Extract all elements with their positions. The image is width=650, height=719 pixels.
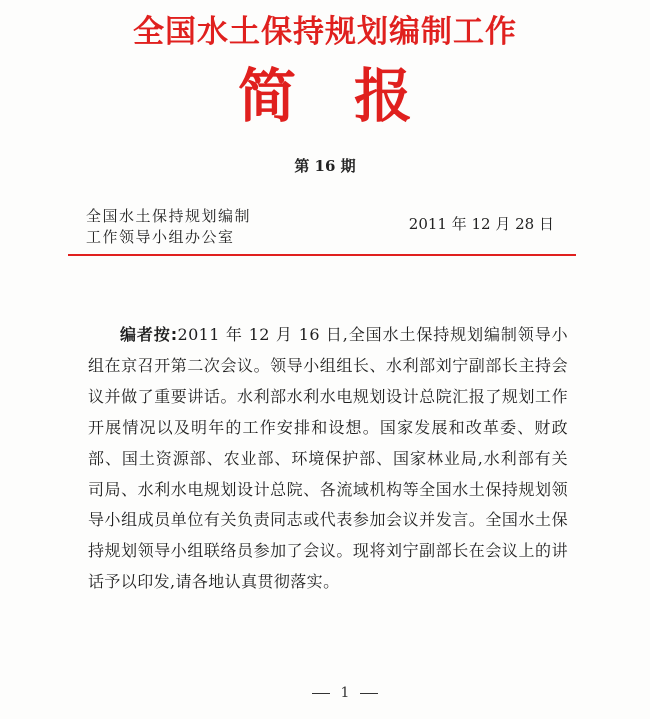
issuing-office-line-1: 全国水土保持规划编制 [86, 207, 252, 225]
page-number-dash-left [312, 693, 330, 694]
issue-number: 第 16 期 [294, 157, 356, 175]
page-number-value: 1 [340, 685, 350, 701]
masthead-title: 全国水土保持规划编制工作 [133, 14, 517, 50]
red-divider-line [68, 254, 576, 256]
page-number [0, 684, 650, 702]
page-number-dash-right [360, 693, 378, 694]
editor-note-lead: 编者按: [120, 325, 178, 344]
issuing-office [86, 206, 251, 248]
issue-date: 2011 年 12 月 28 日 [408, 215, 554, 233]
editor-note [88, 320, 568, 598]
masthead-subtitle: 简报 [237, 62, 470, 130]
editor-note-text: 2011 年 12 月 16 日,全国水土保持规划编制领导小组在京召开第二次会议。领导小组组长、水利部刘宁副部长主持会议并做了重要讲话。水利部水利水电规划设计总院汇报了规划工作开展情况以及明年的工作安排和设想。国家发展和改革委、财政部、国土资源部、农业部、环境保护部、国家林业局,水利部有关司局、水利水电规划设计总院、各流域机构等全国水土保持规划领导小组成员单位有关负责同志或代表参加会议并发言。全国水土保持规划领导小组联络员参加了会议。现将刘宁副部长在会议上的讲话予以印发,请各地认真贯彻落实。 [88, 325, 568, 592]
issuing-office-line-2: 工作领导小组办公室 [86, 228, 235, 246]
